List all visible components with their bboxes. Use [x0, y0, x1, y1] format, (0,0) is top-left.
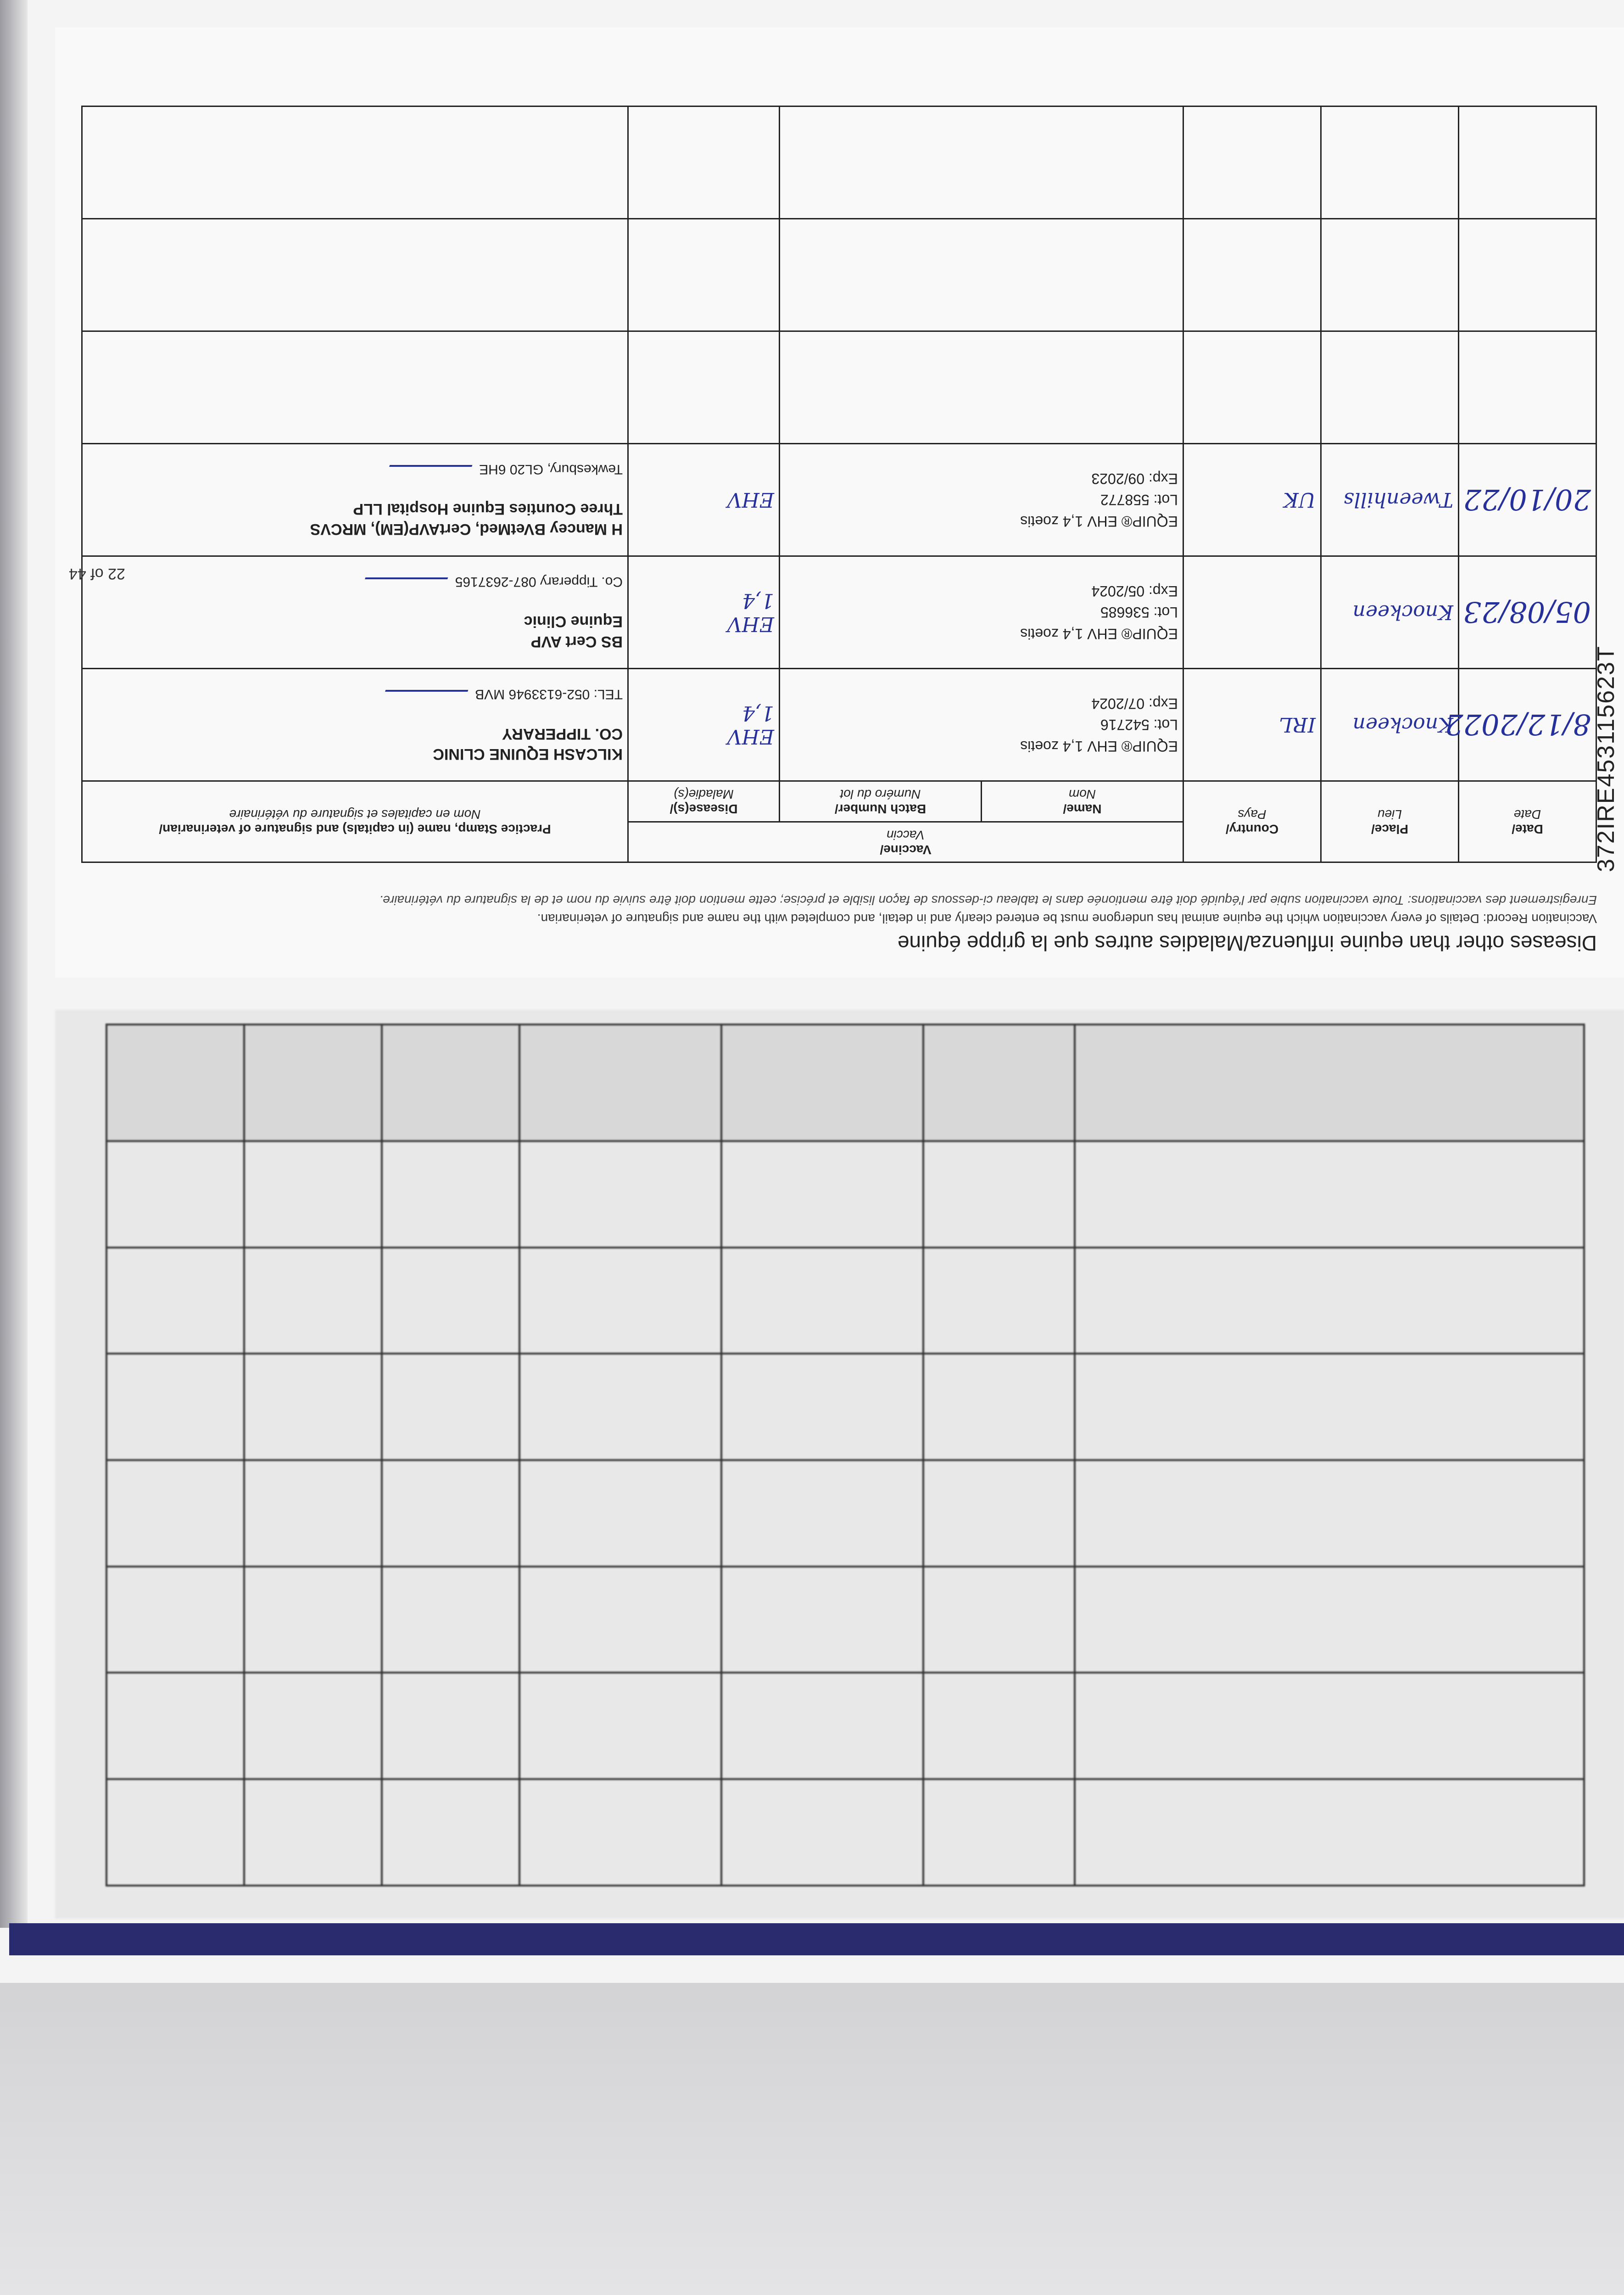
rotated-page-content: [55, 28, 1624, 978]
row1-country: IRL: [1183, 668, 1321, 781]
row3-country: UK: [1183, 444, 1321, 556]
row2-country: [1183, 556, 1321, 668]
row3-disease: EHV: [628, 444, 780, 556]
instruction-english: Vaccination Record: Details of every vaccination which the equine animal has undergone must be entered clearly and in detail, and completed with the name and signature of veterinarian.: [537, 912, 1597, 926]
row1-date: 8/12/2022: [1459, 668, 1596, 781]
header-vaccine: Vaccine/ Vaccin: [628, 822, 1183, 862]
horse-id-number: 372IRE453115623T: [1593, 645, 1619, 872]
header-diseases: Disease(s)/ Maladie(s): [628, 781, 780, 822]
instruction-french: Enregistrement des vaccinations: Toute vaccination subie par l'équidé doit être mentionée dans le tableau ci-dessous de façon lisible et précise; cette mention doit être suivie du nom et de la signature du vétérinaire.: [379, 893, 1597, 907]
page-number-22: 22 of 44: [69, 565, 125, 582]
table-row: [82, 668, 1596, 781]
row2-date: 05/08/23: [1459, 556, 1596, 668]
header-place: Place/ Lieu: [1321, 781, 1459, 862]
table-row: [82, 219, 1596, 331]
header-stamp: Practice Stamp, name (in capitals) and signature of veterinarian/ Nom en capitales et signature du vétérinaire: [82, 781, 628, 862]
table-row: [82, 331, 1596, 444]
passport-page-23: [55, 1010, 1624, 1919]
header-batch: Batch Number/ Numéro du lot: [780, 781, 982, 822]
row2-practice-stamp: BS Cert AVP Equine Clinic Co. Tipperary 087-2637165: [82, 556, 628, 668]
row2-vaccine-label: EQUIP® EHV 1,4 zoetis Lot: 536685 Exp: 05/2024: [780, 556, 1183, 668]
row2-place: Knockeen: [1321, 556, 1459, 668]
row3-date: 20/10/22: [1459, 444, 1596, 556]
signature-mark: [373, 690, 468, 724]
scanner-background: [0, 1983, 1624, 2295]
binding-shadow: [0, 0, 28, 1928]
row1-disease: EHV 1,4: [628, 668, 780, 781]
row3-practice-stamp: H Mancey BVetMed, CertAVP(EM), MRCVS Three Counties Equine Hospital LLP Tewkesbury, GL20 6HE: [82, 444, 628, 556]
table-row: [82, 444, 1596, 556]
row3-place: Tweenhills: [1321, 444, 1459, 556]
passport-page-22: [55, 28, 1624, 978]
section-title: Diseases other than equine influenza/Maladies autres que la grippe équine: [897, 931, 1597, 955]
table-row: [82, 556, 1596, 668]
table-row: [82, 106, 1596, 219]
row3-vaccine-label: EQUIP® EHV 1,4 zoetis Lot: 558772 Exp: 09/2023: [780, 444, 1183, 556]
header-date: Date/ Date: [1459, 781, 1596, 862]
row1-place: Knockeen: [1321, 668, 1459, 781]
header-name: Name/ Nom: [982, 781, 1183, 822]
row1-vaccine-label: EQUIP® EHV 1,4 zoetis Lot: 542716 Exp: 07/2024: [780, 668, 1183, 781]
passport-cover-edge: [9, 1923, 1624, 1955]
row1-practice-stamp: KILCASH EQUINE CLINIC CO. TIPPERARY TEL: 052-6133946 MVB: [82, 668, 628, 781]
row2-disease: EHV 1,4: [628, 556, 780, 668]
signature-mark: [353, 577, 448, 611]
signature-mark: [377, 465, 472, 499]
vaccination-table: [81, 106, 1597, 863]
header-country: Country/ Pays: [1183, 781, 1321, 862]
blurred-vaccination-table: [106, 1024, 1585, 1886]
